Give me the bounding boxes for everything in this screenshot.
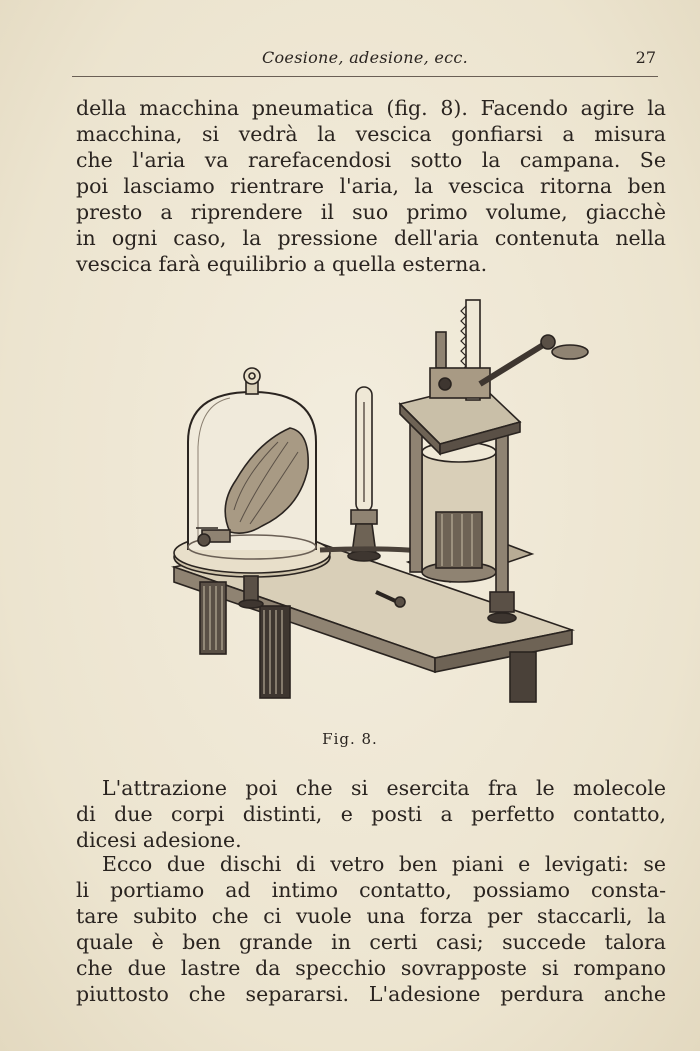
text-line: in ogni caso, la pressione dell'aria contenuta nella — [76, 226, 666, 250]
text-line: li portiamo ad intimo contatto, possiamo consta- — [76, 878, 666, 902]
text-line: della macchina pneumatica (fig. 8). Facendo agire la — [76, 96, 666, 120]
text-line: di due corpi distinti, e posti a perfetto contatto, — [76, 802, 666, 826]
pump-pillar — [410, 422, 422, 572]
text-line: presto a riprendere il suo primo volume, giacchè — [76, 200, 666, 224]
text-line: piuttosto che separarsi. L'adesione perdura anche — [76, 982, 666, 1006]
text-line: Ecco due dischi di vetro ben piani e levigati: se — [102, 852, 666, 876]
text-line: quale è ben grande in certi casi; succede talora — [76, 930, 666, 954]
running-title: Coesione, adesione, ecc. — [261, 48, 469, 67]
page-header — [72, 44, 658, 77]
text-line: dicesi adesione. — [76, 828, 242, 852]
text-line: che due lastre da specchio sovrapposte si rompano — [76, 956, 666, 980]
bell-jar-knob — [244, 368, 260, 384]
plate-stand — [244, 576, 258, 602]
text-line: tare subito che ci vuole una forza per staccarli, la — [76, 904, 666, 928]
text-line: macchina, si vedrà la vescica gonfiarsi a misura — [76, 122, 666, 146]
page-number: 27 — [635, 48, 656, 67]
figure-8-illustration — [160, 292, 590, 712]
text-line: che l'aria va rarefacendosi sotto la campana. Se — [76, 148, 666, 172]
paragraph-2 — [76, 775, 666, 853]
crank-handle — [552, 345, 588, 359]
pump-pillar — [496, 422, 508, 612]
paragraph-3 — [76, 851, 666, 1007]
text-line: poi lasciamo rientrare l'aria, la vescica ritorna ben — [76, 174, 666, 198]
table-leg — [510, 652, 536, 702]
figure-caption: Fig. 8. — [322, 730, 378, 748]
crank-arm — [480, 342, 548, 384]
text-line: L'attrazione poi che si esercita fra le molecole — [102, 776, 666, 800]
text-line: vescica farà equilibrio a quella esterna. — [76, 252, 488, 276]
paragraph-1 — [76, 95, 666, 277]
